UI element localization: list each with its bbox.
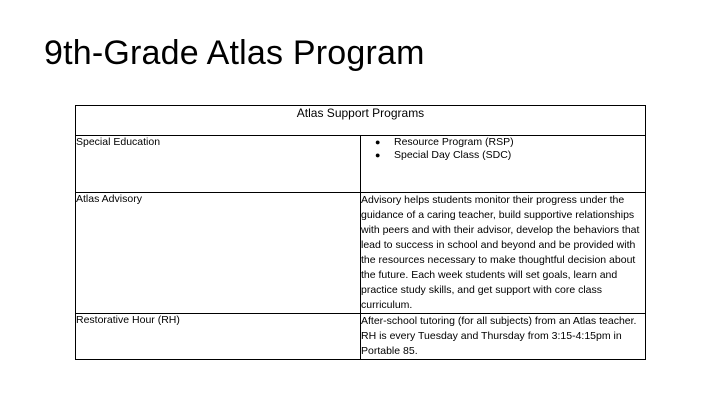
slide-title: 9th-Grade Atlas Program: [44, 34, 425, 72]
list-item-text: Special Day Class (SDC): [394, 148, 512, 161]
row-content-special-education: [361, 136, 646, 193]
table-row-restorative-hour: [76, 314, 646, 360]
row-label-atlas-advisory: Atlas Advisory: [76, 193, 361, 314]
list-item: [375, 136, 645, 149]
row-content-atlas-advisory: Advisory helps students monitor their progress under the guidance of a caring teacher, build supportive relationships with peers and with their advisor, develop the behaviors that lead to success in school and beyond and be provided with the resources necessary to make thoughtful decision about the future. Each week students will set goals, learn and practice study skills, and get support with core class curriculum.: [361, 193, 646, 314]
table-header: Atlas Support Programs: [76, 106, 646, 136]
bullet-icon: ●: [375, 137, 381, 147]
list-item-text: Resource Program (RSP): [394, 136, 514, 148]
program-list: [361, 136, 645, 161]
row-content-restorative-hour: After-school tutoring (for all subjects) from an Atlas teacher. RH is every Tuesday and Thursday from 3:15-4:15pm in Portable 85.: [361, 314, 646, 360]
bullet-icon: ●: [375, 149, 381, 160]
row-label-special-education: Special Education: [76, 136, 361, 193]
support-programs-table: [75, 105, 646, 360]
list-item: [375, 149, 645, 162]
table-header-row: [76, 106, 646, 136]
table-row-special-education: [76, 136, 646, 193]
table-row-atlas-advisory: [76, 193, 646, 314]
row-label-restorative-hour: Restorative Hour (RH): [76, 314, 361, 360]
